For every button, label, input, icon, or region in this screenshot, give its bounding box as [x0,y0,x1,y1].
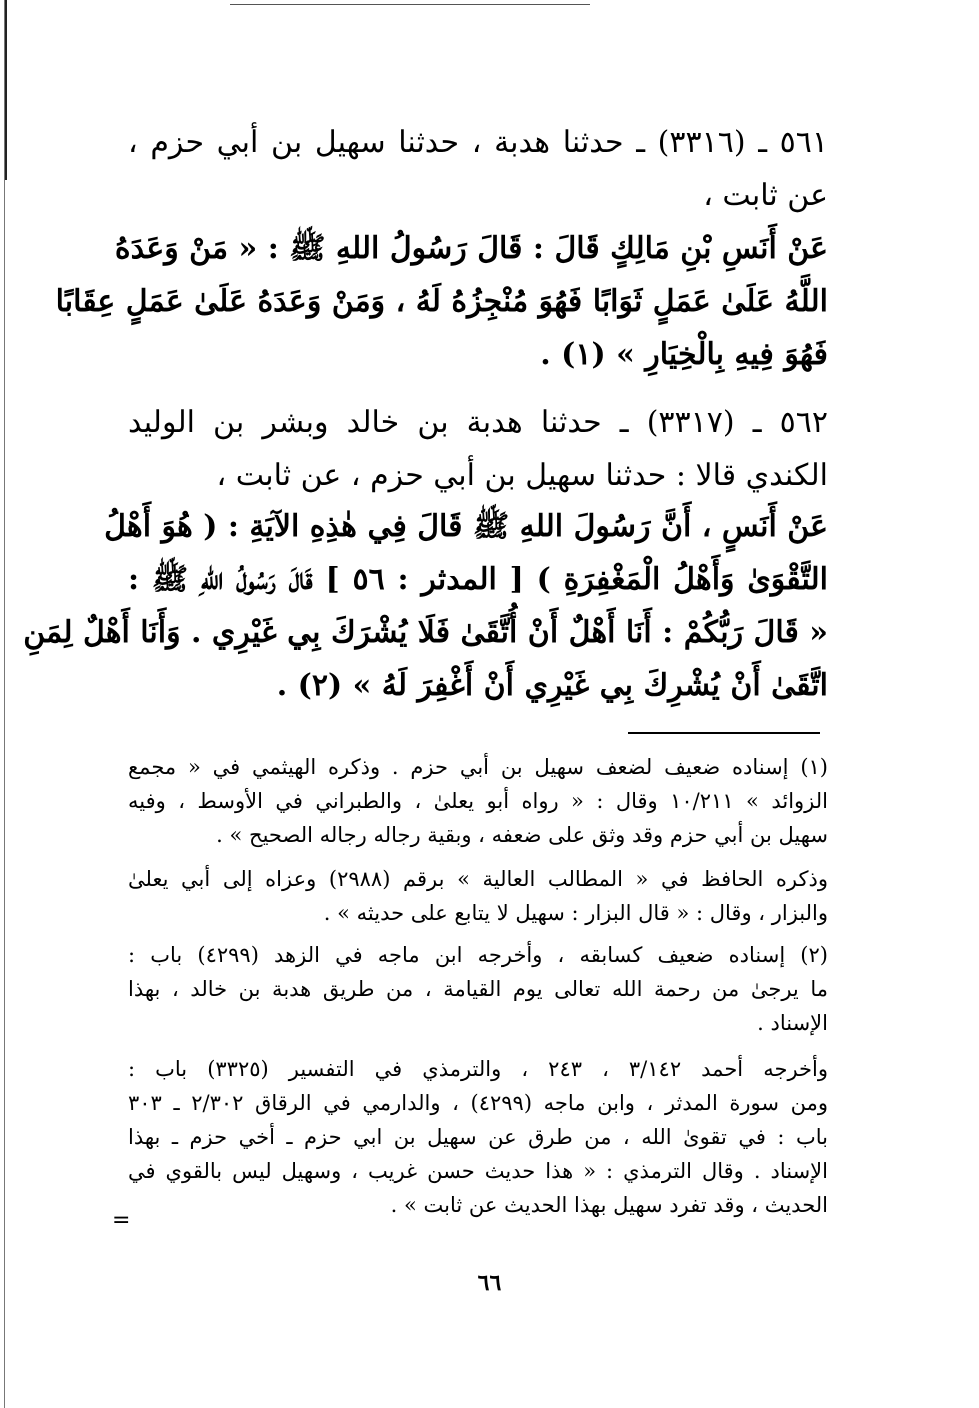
entry-562-isnad [128,396,828,502]
hadith-line: اتَّقَىٰ أَنْ يُشْرِكَ بِي غَيْرِي أَنْ أَغْفِرَ لَهُ » (٢) . [276,668,828,703]
footnote-line: الحديث ، وقد تفرد سهيل بهذا الحديث عن ثابت » . [390,1193,828,1217]
hadith-line: اللَّهُ عَلَىٰ عَمَلٍ ثَوَابًا فَهُوَ مُنْجِزُهُ لَهُ ، وَمَنْ وَعَدَهُ عَلَىٰ عَمَلٍ عِقَابًا [55,284,828,319]
footnote-line: وذكره الحافظ في « المطالب العالية » برقم (٢٩٨٨) وعزاه إلى أبي يعلىٰ [128,867,829,891]
hadith-line: التَّقْوَىٰ وَأَهْلُ الْمَغْفِرَةِ ) [ المدثر : ٥٦ ] قَالَ رَسُولُ اللهِ ﷺ : [128,562,829,597]
isnad-line: ٥٦١ ـ (٣٣١٦) ـ حدثنا هدبة ، حدثنا سهيل بن أبي حزم ، [128,125,828,160]
hadith-line: عَنْ أَنَسٍ ، أَنَّ رَسُولَ اللهِ ﷺ قَالَ فِي هٰذِهِ الآيَةِ : ( هُوَ أَهْلُ [104,509,828,544]
entry-561-isnad [128,116,828,222]
page-edge [4,0,5,1408]
hadith-line: عَنْ أَنَسِ بْنِ مَالِكٍ قَالَ : قَالَ رَسُولُ اللهِ ﷺ : « مَنْ وَعَدَهُ [114,231,828,266]
isnad-line: الكندي قالا : حدثنا سهيل بن أبي حزم ، عن ثابت ، [216,458,828,493]
hadith-line: « قَالَ رَبُّكُمْ : أَنَا أَهْلٌ أَنْ أُتَّقَىٰ فَلَا يُشْرَكَ بِي غَيْرِي . وَأَنَا أَهْلٌ لِمَنِ [23,615,828,650]
footnote-1-continued [128,862,828,930]
continuation-mark: = [112,1208,131,1233]
footnote-line: وأخرجه أحمد ٣/١٤٢ ، ٢٤٣ ، والترمذي في التفسير (٣٣٢٥) باب : [128,1057,828,1081]
footnote-line: ما يرجىٰ من رحمة الله تعالى يوم القيامة ، من طريق هدبة بن خالد ، بهذا [128,977,828,1001]
top-rule [230,4,590,5]
footnote-line: سهيل بن أبي حزم وقد وثق على ضعفه ، وبقية رجاله رجاله الصحيح » . [216,823,828,847]
isnad-line: ٥٦٢ ـ (٣٣١٧) ـ حدثنا هدبة بن خالد وبشر بن الوليد [128,405,828,440]
entry-561-hadith [55,222,828,381]
isnad-line: عن ثابت ، [703,178,828,213]
page-edge-shadow [5,0,7,180]
footnote-separator [628,732,820,734]
footnote-line: باب : في تقوىٰ الله ، من طرق عن سهيل بن ابي حزم ـ أخي حزم ـ بهذا [128,1125,828,1149]
page-number: ٦٦ [477,1270,502,1296]
footnote-line: والبزار ، وقال : « قال البزار : سهيل لا يتابع على حديثه » . [323,901,828,925]
footnote-2-continued [128,1052,828,1222]
footnote-1 [128,750,828,852]
hadith-line: فَهُوَ فِيهِ بِالْخِيَارِ » (١) . [540,337,828,372]
footnote-line: ومن سورة المدثر ، وابن ماجه (٤٢٩٩) ، والدارمي في الرقاق ٢/٣٠٢ ـ ٣٠٣ [128,1091,828,1115]
footnote-line: (١) إسناده ضعيف لضعف سهيل بن أبي حزم . وذكره الهيثمي في « مجمع [128,755,828,779]
entry-562-hadith [23,500,829,712]
footnote-line: الإسناد . [757,1011,828,1035]
footnote-2 [128,938,828,1040]
footnote-line: الإسناد . وقال الترمذي : « هذا حديث حسن غريب ، وسهيل ليس بالقوي في [128,1159,828,1183]
footnote-line: (٢) إسناده ضعيف كسابقه ، وأخرجه ابن ماجه في الزهد (٤٢٩٩) باب : [128,943,828,967]
footnote-line: الزوائد » ١٠/٢١١ وقال : « رواه أبو يعلىٰ ، والطبراني في الأوسط ، وفيه [128,789,828,813]
